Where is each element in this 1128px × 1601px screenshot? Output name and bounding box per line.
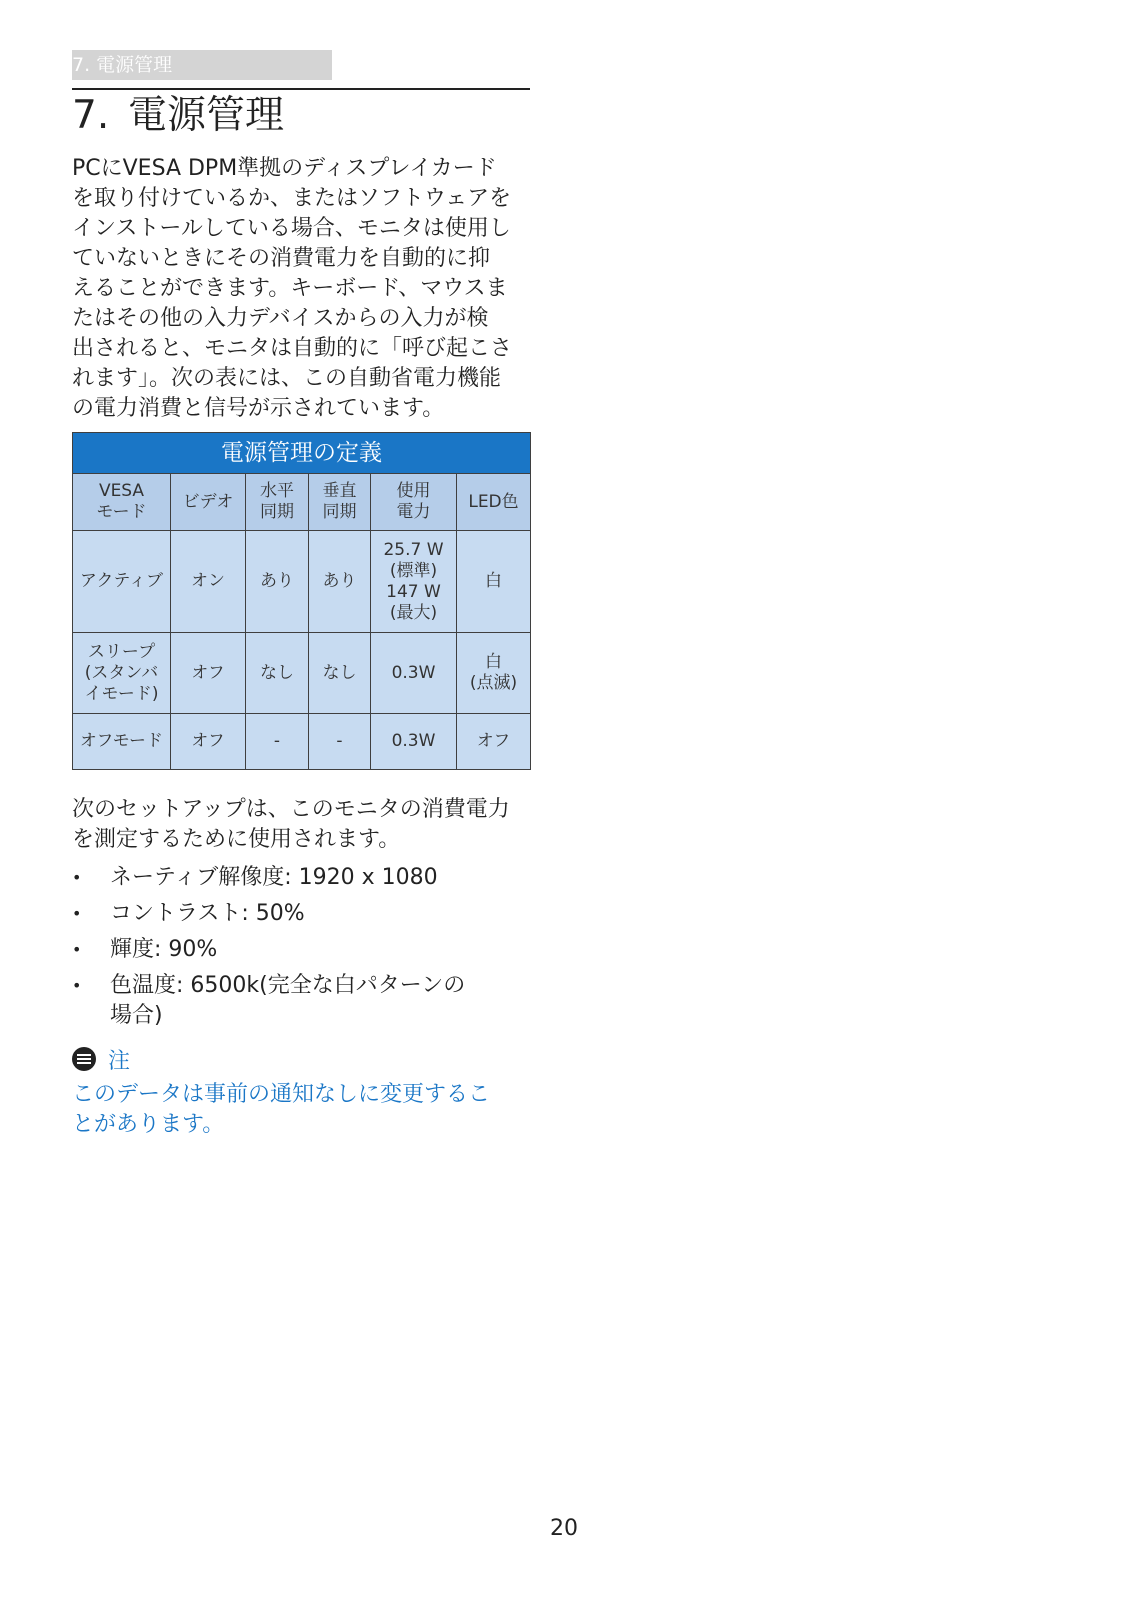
list-item xyxy=(72,899,542,935)
note-text xyxy=(72,1080,542,1140)
cell-line: 0.3W xyxy=(391,662,436,683)
header-line: 使用 xyxy=(396,481,431,501)
intro-line: たはその他の入力デバイスからの入力が検 xyxy=(72,306,489,331)
cell-line: (点滅) xyxy=(469,673,518,693)
cell-power xyxy=(371,714,457,770)
cell-line: 白 xyxy=(485,571,502,591)
cell-line: 0.3W xyxy=(391,731,436,751)
header-line: 同期 xyxy=(260,502,294,522)
cell-video: オン xyxy=(171,531,246,633)
bullet-icon: • xyxy=(72,976,82,995)
cell-line: オフ xyxy=(476,731,511,751)
intro-line: 出されると、モニタは自動的に「呼び起こさ xyxy=(72,336,513,361)
section-title: 電源管理 xyxy=(128,93,285,138)
cell-led xyxy=(457,531,531,633)
cell-line: (最大) xyxy=(389,602,438,623)
cell-mode xyxy=(73,714,171,770)
header-vesa-mode xyxy=(73,474,171,531)
power-management-table xyxy=(72,432,531,770)
cell-power xyxy=(371,531,457,633)
note-heading xyxy=(72,1044,130,1074)
intro-line: れます」。次の表には、この自動省電力機能 xyxy=(72,366,502,391)
cell-vsync: あり xyxy=(309,531,371,633)
header-line: ビデオ xyxy=(182,491,234,512)
header-line: 水平 xyxy=(260,481,294,501)
cell-video: オフ xyxy=(171,714,246,770)
bullet-icon: • xyxy=(72,904,82,923)
note-label: 注 xyxy=(108,1048,131,1074)
intro-line: PCにVESA DPM準拠のディスプレイカード xyxy=(72,156,497,181)
intro-paragraph xyxy=(72,154,542,424)
cell-hsync: - xyxy=(246,714,309,770)
cell-vsync: - xyxy=(309,714,371,770)
cell-line: オフモード xyxy=(79,731,164,751)
list-item xyxy=(72,971,542,1031)
cell-mode xyxy=(73,531,171,633)
list-item-text: 色温度: 6500k(完全な白パターンの xyxy=(110,973,466,998)
bullet-icon: • xyxy=(72,940,82,959)
note-line: とがあります。 xyxy=(72,1112,225,1137)
setup-paragraph xyxy=(72,795,542,855)
intro-line: えることができます。キーボード、マウスま xyxy=(72,276,508,301)
header-line: VESA xyxy=(98,481,145,501)
header-hsync xyxy=(246,474,309,531)
cell-vsync: なし xyxy=(309,633,371,714)
header-line: モード xyxy=(96,502,147,522)
page-number: 20 xyxy=(550,1516,578,1541)
table-row xyxy=(73,633,531,714)
list-item-text: ネーティブ解像度: 1920 x 1080 xyxy=(110,865,438,890)
header-video xyxy=(171,474,246,531)
header-power xyxy=(371,474,457,531)
cell-line: 25.7 W xyxy=(383,539,444,560)
cell-mode xyxy=(73,633,171,714)
intro-line: を取り付けているか、またはソフトウェアを xyxy=(72,186,512,211)
header-line: 同期 xyxy=(322,502,357,522)
cell-video: オフ xyxy=(171,633,246,714)
list-item-text: 場合) xyxy=(110,1003,163,1028)
header-line: LED色 xyxy=(468,491,519,512)
header-vsync xyxy=(309,474,371,531)
cell-line: (スタンバ xyxy=(84,662,159,683)
table-row xyxy=(73,531,531,633)
section-heading xyxy=(72,88,284,144)
running-header: 7. 電源管理 xyxy=(72,50,332,80)
cell-line: 147 W xyxy=(386,581,441,602)
cell-line: イモード) xyxy=(84,683,159,704)
note-line: このデータは事前の通知なしに変更するこ xyxy=(72,1082,491,1107)
intro-line: の電力消費と信号が示されています。 xyxy=(72,396,445,421)
list-item xyxy=(72,935,542,971)
note-icon xyxy=(72,1047,96,1071)
setup-line: 次のセットアップは、このモニタの消費電力 xyxy=(72,797,510,822)
cell-line: (標準) xyxy=(389,560,438,581)
cell-led xyxy=(457,633,531,714)
cell-hsync: なし xyxy=(246,633,309,714)
table-header-row xyxy=(73,474,531,531)
measurement-settings-list xyxy=(72,863,542,1031)
cell-hsync: あり xyxy=(246,531,309,633)
header-line: 垂直 xyxy=(322,481,357,501)
cell-power xyxy=(371,633,457,714)
cell-line: 白 xyxy=(485,652,502,672)
header-led-color xyxy=(457,474,531,531)
table-title: 電源管理の定義 xyxy=(73,433,531,474)
intro-line: インストールしている場合、モニタは使用し xyxy=(72,216,511,241)
header-line: 電力 xyxy=(396,502,431,522)
list-item-text: 輝度: 90% xyxy=(110,937,218,962)
bullet-icon: • xyxy=(72,868,82,887)
setup-line: を測定するために使用されます。 xyxy=(72,827,401,852)
intro-line: ていないときにその消費電力を自動的に抑 xyxy=(72,246,491,271)
section-number: 7. xyxy=(72,93,110,138)
cell-led xyxy=(457,714,531,770)
cell-line: アクティブ xyxy=(79,571,164,591)
table-row xyxy=(73,714,531,770)
cell-line: スリープ xyxy=(87,641,156,662)
list-item-text: コントラスト: 50% xyxy=(110,901,305,926)
list-item xyxy=(72,863,542,899)
